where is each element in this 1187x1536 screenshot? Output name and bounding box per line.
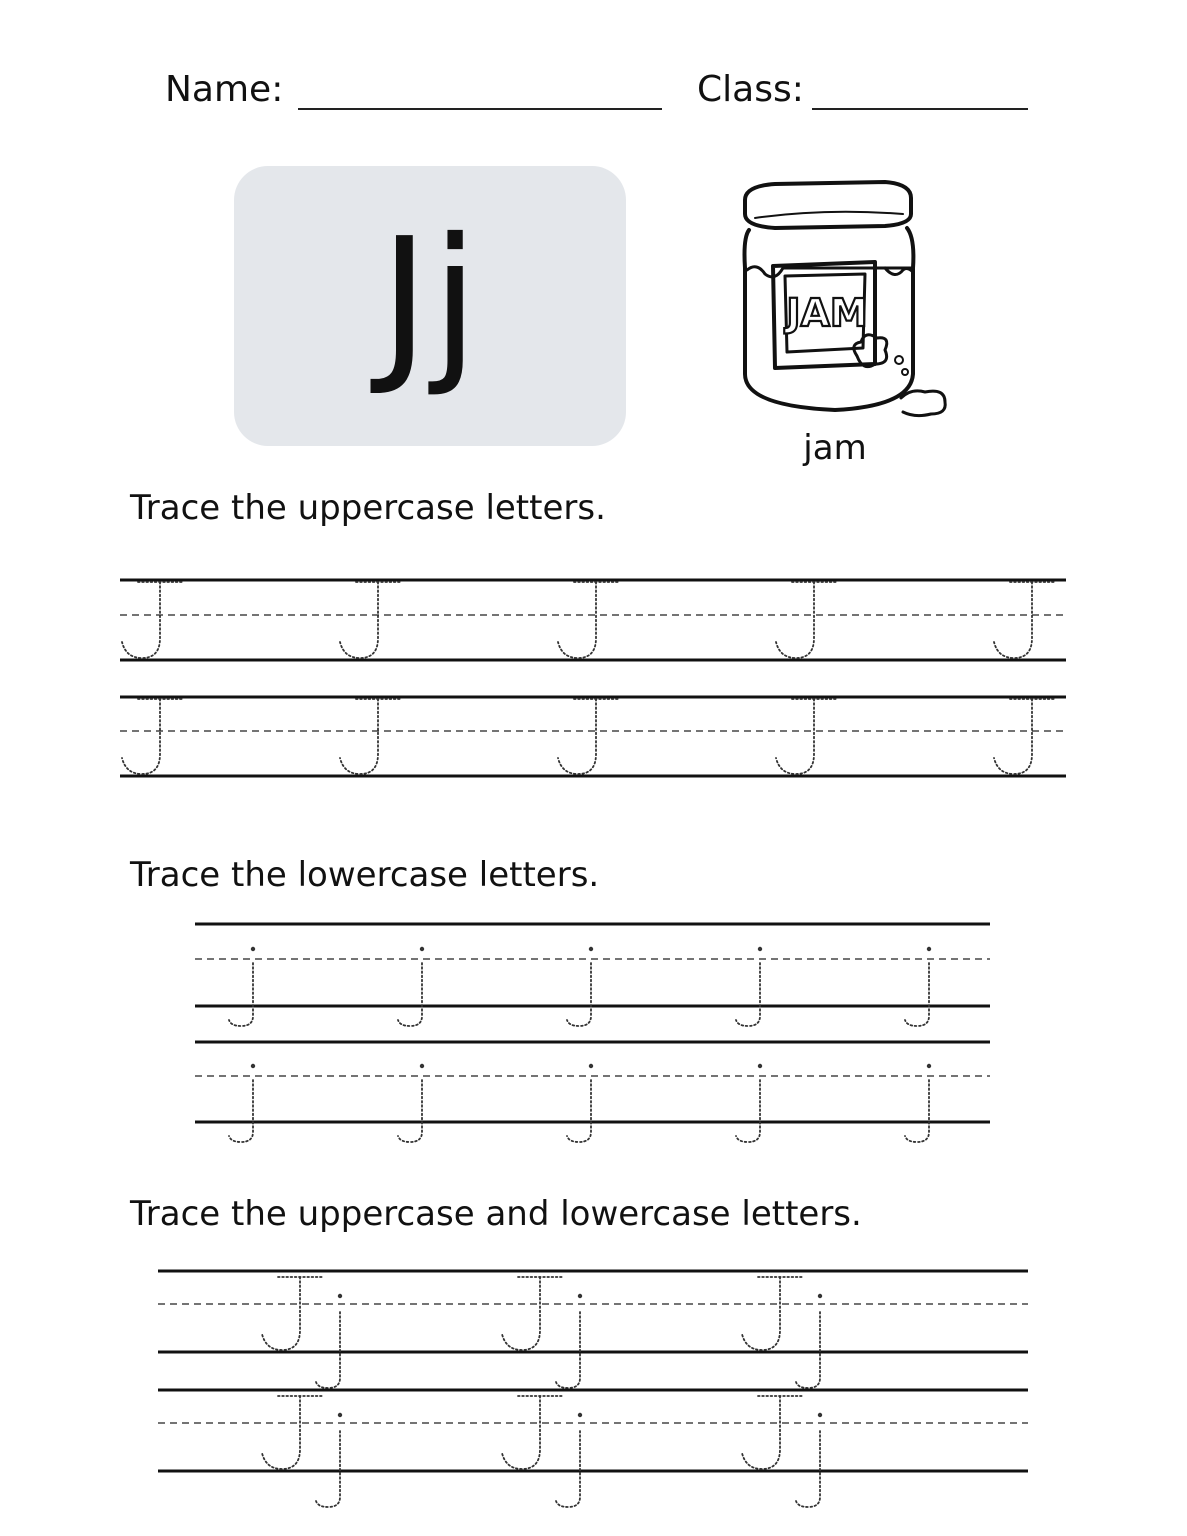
pair-trace-row[interactable]: [158, 1390, 1028, 1507]
trace-lowercase-j[interactable]: [796, 1294, 822, 1388]
lowercase-section-title: Trace the lowercase letters.: [130, 855, 600, 895]
trace-uppercase-j[interactable]: [742, 1277, 802, 1350]
trace-uppercase-j[interactable]: [122, 699, 182, 774]
letter-display: Jj: [379, 202, 481, 400]
picture-word: jam: [803, 428, 867, 468]
lowercase-tracing-area[interactable]: [0, 910, 1187, 1160]
trace-lowercase-j[interactable]: [796, 1413, 822, 1507]
jar-label-text: JAM: [786, 291, 868, 335]
letter-card: [234, 166, 626, 446]
pair-trace-row[interactable]: [158, 1271, 1028, 1388]
trace-uppercase-j[interactable]: [994, 699, 1054, 774]
trace-uppercase-j[interactable]: [262, 1396, 322, 1469]
trace-uppercase-j[interactable]: [340, 582, 400, 658]
class-write-line[interactable]: [812, 108, 1028, 110]
trace-uppercase-j[interactable]: [776, 699, 836, 774]
trace-uppercase-j[interactable]: [558, 582, 618, 658]
name-label: Name:: [165, 69, 284, 110]
uppercase-trace-row[interactable]: [120, 580, 1066, 660]
uppercase-trace-row[interactable]: [120, 697, 1066, 776]
trace-uppercase-j[interactable]: [340, 699, 400, 774]
trace-lowercase-j[interactable]: [556, 1294, 582, 1388]
trace-uppercase-j[interactable]: [994, 582, 1054, 658]
trace-uppercase-j[interactable]: [742, 1396, 802, 1469]
class-label: Class:: [697, 69, 804, 110]
lowercase-trace-row[interactable]: [195, 1042, 990, 1142]
trace-uppercase-j[interactable]: [502, 1277, 562, 1350]
trace-uppercase-j[interactable]: [262, 1277, 322, 1350]
jam-jar-illustration: [735, 178, 955, 423]
trace-uppercase-j[interactable]: [122, 582, 182, 658]
trace-lowercase-j[interactable]: [556, 1413, 582, 1507]
trace-lowercase-j[interactable]: [316, 1413, 342, 1507]
trace-lowercase-j[interactable]: [316, 1294, 342, 1388]
trace-uppercase-j[interactable]: [558, 699, 618, 774]
lowercase-trace-row[interactable]: [195, 924, 990, 1026]
uppercase-section-title: Trace the uppercase letters.: [130, 488, 606, 528]
uppercase-tracing-area[interactable]: [0, 560, 1187, 800]
trace-uppercase-j[interactable]: [776, 582, 836, 658]
trace-uppercase-j[interactable]: [502, 1396, 562, 1469]
name-write-line[interactable]: [298, 108, 662, 110]
both-section-title: Trace the uppercase and lowercase letters.: [130, 1194, 862, 1234]
pair-tracing-area[interactable]: [0, 1255, 1187, 1505]
